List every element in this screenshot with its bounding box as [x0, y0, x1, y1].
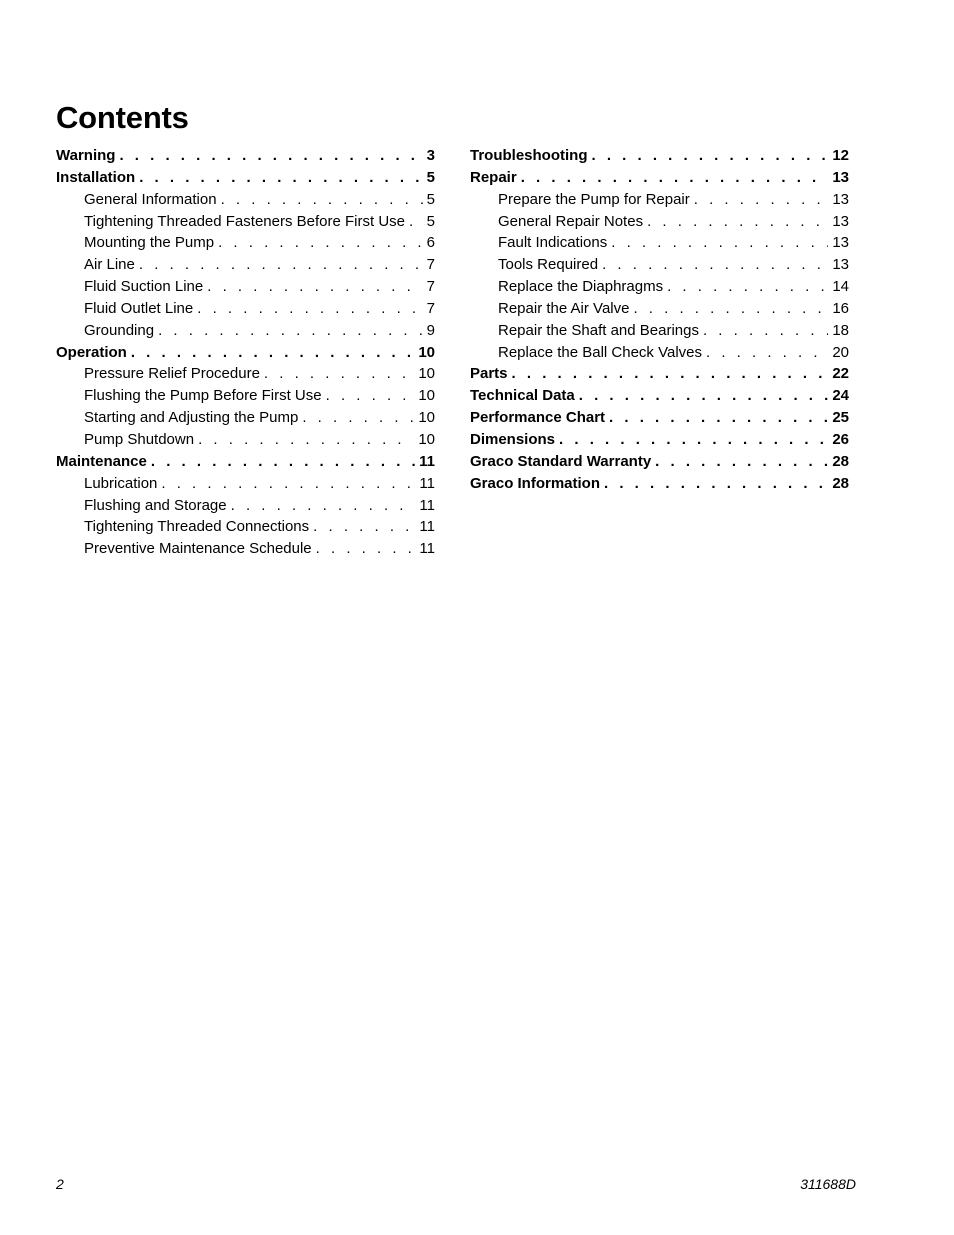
toc-leader-dots — [264, 365, 414, 382]
toc-entry-label: Installation — [56, 168, 136, 186]
toc-entry-page: 6 — [426, 234, 435, 252]
toc-entry-label: Repair the Air Valve — [498, 299, 630, 317]
toc-entry-page: 11 — [419, 496, 435, 514]
toc-entry-label: Pressure Relief Procedure — [84, 365, 260, 383]
toc-subsection-entry[interactable] — [470, 256, 849, 278]
toc-entry-page: 16 — [832, 299, 849, 317]
toc-subsection-entry[interactable] — [470, 344, 849, 366]
toc-leader-dots — [139, 256, 423, 273]
toc-entry-page: 13 — [832, 212, 849, 230]
toc-entry-label: Flushing and Storage — [84, 496, 227, 514]
toc-subsection-entry[interactable] — [56, 191, 435, 213]
toc-subsection-entry[interactable] — [56, 540, 435, 562]
toc-subsection-entry[interactable] — [56, 518, 435, 540]
toc-entry-page: 11 — [419, 518, 435, 536]
toc-entry-label: General Repair Notes — [498, 212, 644, 230]
toc-leader-dots — [151, 453, 415, 470]
toc-entry-page: 11 — [419, 540, 435, 558]
toc-leader-dots — [579, 387, 829, 404]
toc-subsection-entry[interactable] — [470, 234, 849, 256]
toc-leader-dots — [119, 147, 422, 164]
toc-entry-page: 12 — [832, 147, 849, 164]
toc-entry-page: 10 — [418, 430, 435, 448]
toc-leader-dots — [326, 387, 415, 404]
toc-entry-page: 10 — [418, 365, 435, 383]
toc-entry-label: Operation — [56, 343, 127, 361]
toc-entry-label: Tightening Threaded Connections — [84, 518, 310, 536]
toc-subsection-entry[interactable] — [56, 278, 435, 300]
toc-entry-label: Fluid Outlet Line — [84, 299, 194, 317]
toc-leader-dots — [633, 300, 828, 317]
toc-entry-page: 13 — [832, 234, 849, 252]
toc-subsection-entry[interactable] — [56, 365, 435, 387]
toc-subsection-entry[interactable] — [470, 322, 849, 344]
toc-entry-label: Mounting the Pump — [84, 234, 215, 252]
toc-leader-dots — [706, 344, 828, 361]
toc-entry-label: Starting and Adjusting the Pump — [84, 409, 299, 427]
toc-entry-page: 11 — [419, 452, 435, 470]
toc-section-entry[interactable] — [56, 453, 435, 475]
toc-subsection-entry[interactable] — [56, 300, 435, 322]
toc-entry-page: 7 — [426, 299, 435, 317]
toc-entry-label: Air Line — [84, 256, 135, 274]
toc-leader-dots — [703, 322, 828, 339]
toc-entry-label: Repair — [470, 168, 517, 186]
toc-entry-label: Parts — [470, 365, 508, 383]
toc-subsection-entry[interactable] — [470, 213, 849, 235]
toc-leader-dots — [158, 322, 423, 339]
toc-entry-page: 28 — [832, 452, 849, 470]
toc-entry-label: Repair the Shaft and Bearings — [498, 321, 699, 339]
toc-entry-label: Graco Information — [470, 474, 601, 492]
toc-entry-page: 5 — [426, 212, 435, 230]
toc-section-entry[interactable] — [470, 147, 849, 169]
toc-subsection-entry[interactable] — [56, 322, 435, 344]
toc-leader-dots — [667, 278, 828, 295]
toc-leader-dots — [655, 453, 828, 470]
toc-entry-page: 28 — [832, 474, 849, 492]
toc-leader-dots — [131, 344, 414, 361]
toc-entry-page: 10 — [418, 343, 435, 361]
toc-subsection-entry[interactable] — [56, 409, 435, 431]
toc-entry-page: 7 — [426, 278, 435, 296]
toc-entry-page: 14 — [832, 278, 849, 296]
toc-section-entry[interactable] — [470, 169, 849, 191]
toc-section-entry[interactable] — [56, 147, 435, 169]
toc-leader-dots — [559, 431, 828, 448]
toc-entry-page: 24 — [832, 387, 849, 405]
toc-leader-dots — [592, 147, 829, 164]
toc-leader-dots — [604, 475, 828, 492]
toc-section-entry[interactable] — [470, 387, 849, 409]
toc-entry-label: Replace the Diaphragms — [498, 278, 664, 296]
toc-entry-label: Flushing the Pump Before First Use — [84, 387, 322, 405]
toc-leader-dots — [197, 300, 422, 317]
toc-section-entry[interactable] — [470, 365, 849, 387]
toc-entry-label: Tools Required — [498, 256, 599, 274]
toc-entry-label: General Information — [84, 190, 217, 208]
toc-entry-page: 9 — [426, 321, 435, 339]
toc-subsection-entry[interactable] — [56, 497, 435, 519]
toc-entry-page: 13 — [832, 190, 849, 208]
toc-entry-label: Dimensions — [470, 430, 556, 448]
toc-section-entry[interactable] — [470, 475, 849, 497]
toc-entry-page: 20 — [832, 343, 849, 361]
footer-doc-number: 311688D — [800, 1176, 856, 1192]
toc-leader-dots — [647, 213, 828, 230]
toc-leader-dots — [609, 409, 828, 426]
toc-subsection-entry[interactable] — [56, 256, 435, 278]
toc-entry-page: 10 — [418, 387, 435, 405]
toc-left-column — [56, 147, 435, 562]
toc-leader-dots — [512, 365, 829, 382]
toc-entry-page: 18 — [832, 321, 849, 339]
toc-entry-page: 26 — [832, 430, 849, 448]
toc-subsection-entry[interactable] — [470, 191, 849, 213]
toc-entry-label: Tightening Threaded Fasteners Before First Use — [84, 212, 405, 230]
toc-entry-page: 25 — [832, 409, 849, 427]
toc-leader-dots — [221, 191, 423, 208]
toc-entry-label: Pump Shutdown — [84, 430, 195, 448]
toc-entry-page: 7 — [426, 256, 435, 274]
toc-leader-dots — [313, 518, 415, 535]
footer-page-number: 2 — [56, 1176, 64, 1192]
toc-subsection-entry[interactable] — [470, 278, 849, 300]
toc-entry-label: Graco Standard Warranty — [470, 452, 652, 470]
toc-entry-page: 13 — [832, 256, 849, 274]
toc-entry-label: Performance Chart — [470, 409, 606, 427]
toc-entry-label: Prepare the Pump for Repair — [498, 190, 690, 208]
toc-leader-dots — [316, 540, 416, 557]
toc-leader-dots — [231, 497, 416, 514]
toc-entry-label: Lubrication — [84, 474, 158, 492]
toc-subsection-entry[interactable] — [56, 213, 435, 235]
toc-entry-page: 11 — [419, 474, 435, 492]
toc-entry-page: 22 — [832, 365, 849, 383]
toc-entry-label: Replace the Ball Check Valves — [498, 343, 702, 361]
toc-entry-page: 13 — [832, 168, 849, 186]
toc-leader-dots — [207, 278, 422, 295]
toc-leader-dots — [602, 256, 828, 273]
toc-entry-label: Warning — [56, 147, 116, 164]
toc-leader-dots — [161, 475, 415, 492]
toc-subsection-entry[interactable] — [470, 300, 849, 322]
toc-section-entry[interactable] — [56, 344, 435, 366]
toc-leader-dots — [521, 169, 829, 186]
toc-leader-dots — [694, 191, 829, 208]
toc-entry-label: Maintenance — [56, 452, 147, 470]
toc-leader-dots — [198, 431, 414, 448]
toc-section-entry[interactable] — [56, 169, 435, 191]
toc-subsection-entry[interactable] — [56, 431, 435, 453]
toc-leader-dots — [139, 169, 422, 186]
toc-section-entry[interactable] — [470, 409, 849, 431]
toc-subsection-entry[interactable] — [56, 234, 435, 256]
toc-entry-label: Grounding — [84, 321, 155, 339]
toc-leader-dots — [611, 234, 828, 251]
toc-subsection-entry[interactable] — [56, 387, 435, 409]
toc-leader-dots — [302, 409, 414, 426]
toc-entry-page: 5 — [426, 190, 435, 208]
toc-entry-label: Fault Indications — [498, 234, 608, 252]
toc-section-entry[interactable] — [470, 453, 849, 475]
toc-section-entry[interactable] — [470, 431, 849, 453]
toc-entry-label: Preventive Maintenance Schedule — [84, 540, 312, 558]
toc-subsection-entry[interactable] — [56, 475, 435, 497]
toc-entry-label: Technical Data — [470, 387, 575, 405]
toc-entry-label: Troubleshooting — [470, 147, 588, 164]
toc-entry-page: 5 — [426, 168, 435, 186]
toc-leader-dots — [409, 213, 423, 230]
toc-right-column — [470, 147, 849, 497]
page-title: Contents — [56, 100, 189, 135]
toc-entry-label: Fluid Suction Line — [84, 278, 204, 296]
toc-entry-page: 10 — [418, 409, 435, 427]
toc-entry-page: 3 — [426, 147, 435, 164]
toc-leader-dots — [218, 234, 423, 251]
